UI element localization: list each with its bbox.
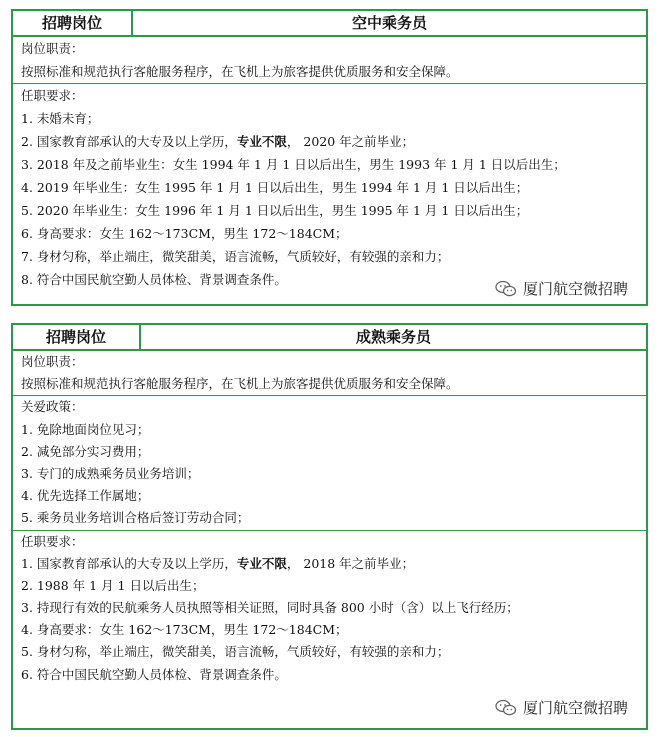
requirement-item: 3. 2018 年及之前毕业生：女生 1994 年 1 月 1 日以后出生，男生 1993 年 1 月 1 日以后出生； [21,157,566,172]
duty-text: 按照标准和规范执行客舱服务程序，在飞机上为旅客提供优质服务和安全保障。 [21,64,459,79]
header-label: 招聘岗位 [13,11,133,35]
requirement-item: 1. 未婚未育； [21,111,100,126]
requirements-section [13,84,646,291]
duty-section [13,37,646,84]
requirement-item: 2. 1988 年 1 月 1 日以后出生； [21,577,205,593]
requirement-text: 2. 国家教育部承认的大专及以上学历， [21,134,237,149]
header-label: 招聘岗位 [13,325,141,349]
requirements-section [13,531,646,686]
requirement-item [21,130,646,153]
duty-text: 按照标准和规范执行客舱服务程序，在飞机上为旅客提供优质服务和安全保障。 [21,376,459,392]
requirement-item: 4. 2019 年毕业生：女生 1995 年 1 月 1 日以后出生，男生 1994 年 1 月 1 日以后出生； [21,180,529,195]
watermark [492,696,631,719]
care-policy-item: 1. 免除地面岗位见习； [21,421,150,437]
care-policy-section [13,396,646,530]
watermark [492,277,631,300]
care-policy-item: 5. 乘务员业务培训合格后签订劳动合同； [21,510,250,526]
requirement-text: 1. 国家教育部承认的大专及以上学历， [21,555,237,571]
duty-title: 岗位职责： [21,41,84,56]
job-table-flight-attendant [11,9,648,306]
requirement-item: 5. 身材匀称，举止端庄，微笑甜美，语言流畅，气质较好，有较强的亲和力； [21,644,450,660]
requirement-emphasis: 专业不限 [236,134,287,149]
requirement-text: ， 2018 年之前毕业； [286,555,415,571]
table-header [13,11,646,37]
requirement-item: 8. 符合中国民航空勤人员体检、背景调查条件。 [21,272,287,287]
table-header [13,325,646,351]
requirement-item [21,553,646,575]
requirements-title: 任职要求： [21,88,84,103]
wechat-icon [495,280,517,298]
care-policy-item: 2. 减免部分实习费用； [21,443,150,459]
requirement-item: 5. 2020 年毕业生：女生 1996 年 1 月 1 日以后出生，男生 1995 年 1 月 1 日以后出生； [21,203,529,218]
job-table-experienced-attendant [11,323,648,730]
requirement-item: 7. 身材匀称，举止端庄，微笑甜美，语言流畅，气质较好，有较强的亲和力； [21,249,450,264]
requirements-title: 任职要求： [21,533,84,549]
requirement-item: 3. 持现行有效的民航乘务人员执照等相关证照，同时具备 800 小时（含）以上飞行经历； [21,600,519,616]
header-position-title: 成熟乘务员 [355,328,431,346]
requirement-item: 6. 身高要求：女生 162～173CM，男生 172～184CM； [21,226,348,241]
requirement-item: 4. 身高要求：女生 162～173CM，男生 172～184CM； [21,622,348,638]
requirement-emphasis: 专业不限 [236,555,287,571]
duty-title: 岗位职责： [21,354,84,369]
care-policy-item: 4. 优先选择工作属地； [21,488,150,504]
duty-section [13,351,646,396]
watermark-text: 厦门航空微招聘 [522,699,628,717]
wechat-icon [495,699,517,717]
watermark-text: 厦门航空微招聘 [522,280,628,298]
requirement-text: ， 2020 年之前毕业； [286,134,415,149]
care-policy-title: 关爱政策： [21,399,84,415]
care-policy-item: 3. 专门的成熟乘务员业务培训； [21,465,200,481]
header-position-title: 空中乘务员 [351,14,427,32]
requirement-item: 6. 符合中国民航空勤人员体检、背景调查条件。 [21,666,287,682]
